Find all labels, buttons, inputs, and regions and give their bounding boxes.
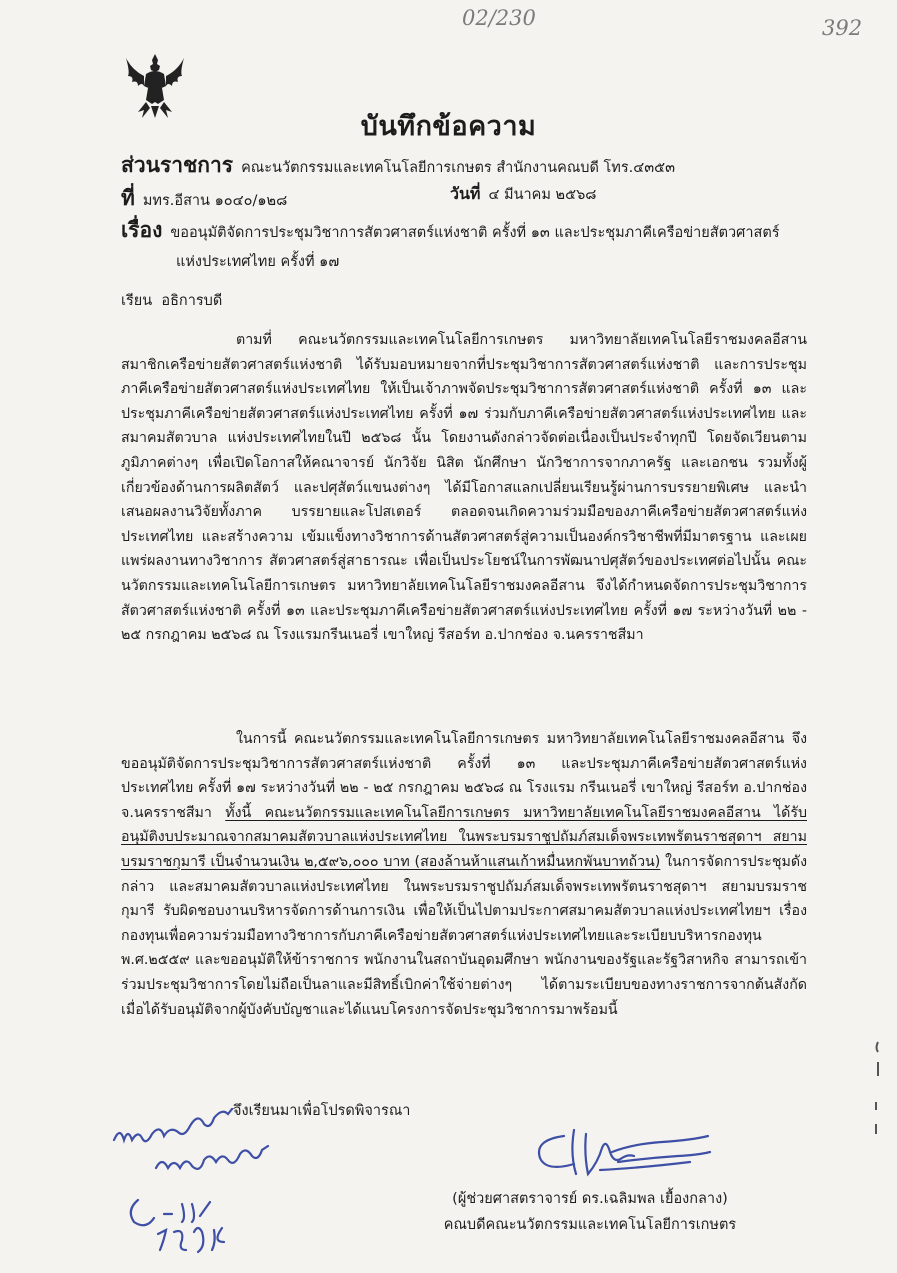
page-number-handwritten: 392 (822, 16, 863, 40)
subject-text-line1: ขออนุมัติจัดการประชุมวิชาการสัตวศาสตร์แห่งชาติ ครั้งที่ ๑๓ และประชุมภาคีเครือข่ายสัตวศาสตร์ (170, 225, 780, 241)
paragraph-2-underlined: ทั้งนี้ คณะนวัตกรรมและเทคโนโลยีการเกษตร มหาวิทยาลัยเทคโนโลยีราชมงคลอีสาน ได้รับอนุมัติงบประมาณจากสมาคมสัตวบาลแห่งประเทศไทย ในพระบรมราชูปถัมภ์สมเด็จพระเทพรัตนราชสุดาฯ สยามบรมราชกุมารี เป็นจำนวนเงิน ๒,๕๙๖,๐๐๐ บาท (สองล้านห้าแสนเก้าหมื่นหกพันบาทถ้วน) (121, 804, 807, 870)
reference-handwritten-mark: 02/230 (462, 6, 536, 30)
signature-block (430, 1186, 750, 1238)
subject-text-line2: แห่งประเทศไทย ครั้งที่ ๑๗ (176, 254, 340, 270)
body-paragraph-1 (121, 328, 807, 648)
signatory-position: คณบดีคณะนวัตกรรมและเทคโนโลยีการเกษตร (443, 1217, 737, 1233)
handwritten-margin-note (108, 1108, 308, 1268)
number-label: ที่ (121, 186, 135, 210)
number-line (121, 182, 287, 215)
margin-tick-mark (872, 1040, 884, 1080)
paragraph-1-text: ตามที่ คณะนวัตกรรมและเทคโนโลยีการเกษตร มหาวิทยาลัยเทคโนโลยีราชมงคลอีสาน สมาชิกเครือข่ายสัตวศาสตร์แห่งชาติ ได้รับมอบหมายจากที่ประชุมวิชาการสัตวศาสตร์แห่งชาติ และการประชุมภาคีเครือข่ายสัตวศาสตร์แห่งประเทศไทย ให้เป็นเจ้าภาพจัดประชุมวิชาการสัตวศาสตร์แห่งชาติ ครั้งที่ ๑๓ และประชุมภาคีเครือข่ายสัตวศาสตร์แห่งประเทศไทย ครั้งที่ ๑๗ ร่วมกับภาคีเครือข่ายสัตวศาสตร์แห่งประเทศไทย และสมาคมสัตวบาล แห่งประเทศไทยในปี ๒๕๖๘ นั้น โดยงานดังกล่าวจัดต่อเนื่องเป็นประจำทุกปี โดยจัดเวียนตามภูมิภาคต่างๆ เพื่อเปิดโอกาสให้คณาจารย์ นักวิจัย นิสิต นักศึกษา นักวิชาการจากภาครัฐ และเอกชน รวมทั้งผู้เกี่ยวข้องด้านการผลิตสัตว์ และปศุสัตว์แขนงต่างๆ ได้มีโอกาสแลกเปลี่ยนเรียนรู้ผ่านการบรรยายพิเศษ และนำเสนอผลงานวิจัยทั้งภาค บรรยายและโปสเตอร์ ตลอดจนเกิดความร่วมมือของภาคีเครือข่ายสัตวศาสตร์แห่งประเทศไทย และสร้างความ เข้มแข็งทางวิชาการด้านสัตวศาสตร์สู่ความเป็นองค์กรวิชาชีพที่มีมาตรฐาน และเผยแพร่ผลงานทางวิชาการ สัตวศาสตร์สู่สาธารณะ เพื่อเป็นประโยชน์ในการพัฒนาปศุสัตว์ของประเทศต่อไปนั้น คณะนวัตกรรมและเทคโนโลยีการเกษตร มหาวิทยาลัยเทคโนโลยีราชมงคลอีสาน จึงได้กำหนดจัดการประชุมวิชาการสัตวศาสตร์แห่งชาติ ครั้งที่ ๑๓ และประชุมภาคีเครือข่ายสัตวศาสตร์แห่งประเทศไทย ครั้งที่ ๑๗ ระหว่างวันที่ ๒๒ - ๒๕ กรกฎาคม ๒๕๖๘ ณ โรงแรมกรีนเนอรี่ เขาใหญ่ รีสอร์ท อ.ปากช่อง จ.นครราชสีมา (121, 332, 807, 644)
paragraph-2-part1: ในการนี้ คณะนวัตกรรมและเทคโนโลยีการเกษตร มหาวิทยาลัยเทคโนโลยีราชมงคลอีสาน จึงขออนุมัติจัดการประชุมวิชาการสัตวศาสตร์แห่งชาติ ครั้งที่ ๑๓ และประชุมภาคีเครือข่ายสัตวศาสตร์แห่งประเทศไทย ครั้งที่ ๑๗ ระหว่างวันที่ ๒๒ - ๒๕ กรกฎาคม ๒๕๖๘ ณ โรงแรม กรีนเนอรี่ เขาใหญ่ รีสอร์ท อ.ปากช่อง จ.นครราชสีมา (121, 731, 807, 821)
body-paragraph-2 (121, 727, 807, 1022)
department-line (121, 149, 675, 182)
signatory-name: (ผู้ช่วยศาสตราจารย์ ดร.เฉลิมพล เยื้องกลาง) (452, 1191, 728, 1207)
salutation-label: เรียน (121, 293, 153, 309)
number-value: มทร.อีสาน ๑๐๔๐/๑๒๘ (142, 193, 288, 209)
department-value: คณะนวัตกรรมและเทคโนโลยีการเกษตร สำนักงานคณบดี โทร.๔๓๕๓ (241, 160, 676, 176)
paragraph-2-text (121, 727, 807, 1022)
margin-tick-mark-lower (870, 1100, 882, 1140)
signature-scribble (530, 1122, 720, 1182)
department-label: ส่วนราชการ (121, 153, 234, 177)
closing-line: จึงเรียนมาเพื่อโปรดพิจารณา (233, 1103, 411, 1119)
memo-title: บันทึกข้อความ (360, 111, 537, 142)
date-line (450, 182, 596, 207)
paragraph-2-part2: ในการจัดการประชุมดังกล่าว และสมาคมสัตวบาลแห่งประเทศไทย ในพระบรมราชูปถัมภ์สมเด็จพระเทพรัตนราชสุดาฯ สยามบรมราชกุมารี รับผิดชอบงานบริหารจัดการด้านการเงิน เพื่อให้เป็นไปตามประกาศสมาคมสัตวบาลแห่งประเทศไทยฯ เรื่อง กองทุนเพื่อความร่วมมือทางวิชาการกับภาคีเครือข่ายสัตวศาสตร์แห่งประเทศไทยและระเบียบบริหารกองทุน พ.ศ.๒๕๕๙ และขออนุมัติให้ข้าราชการ พนักงานในสถาบันอุดมศึกษา พนักงานของรัฐและรัฐวิสาหกิจ สามารถเข้าร่วมประชุมวิชาการโดยไม่ถือเป็นลาและมีสิทธิ์เบิกค่าใช้จ่ายต่างๆ ได้ตามระเบียบของทางราชการจากต้นสังกัด เมื่อได้รับอนุมัติจากผู้บังคับบัญชาและได้แนบโครงการจัดประชุมวิชาการมาพร้อมนี้ (121, 853, 808, 1018)
subject-label: เรื่อง (121, 218, 163, 242)
date-label: วันที่ (450, 184, 481, 203)
date-value: ๔ มีนาคม ๒๕๖๘ (488, 187, 597, 203)
salutation (121, 289, 222, 312)
salutation-recipient: อธิการบดี (161, 293, 223, 309)
subject-line (121, 214, 780, 247)
